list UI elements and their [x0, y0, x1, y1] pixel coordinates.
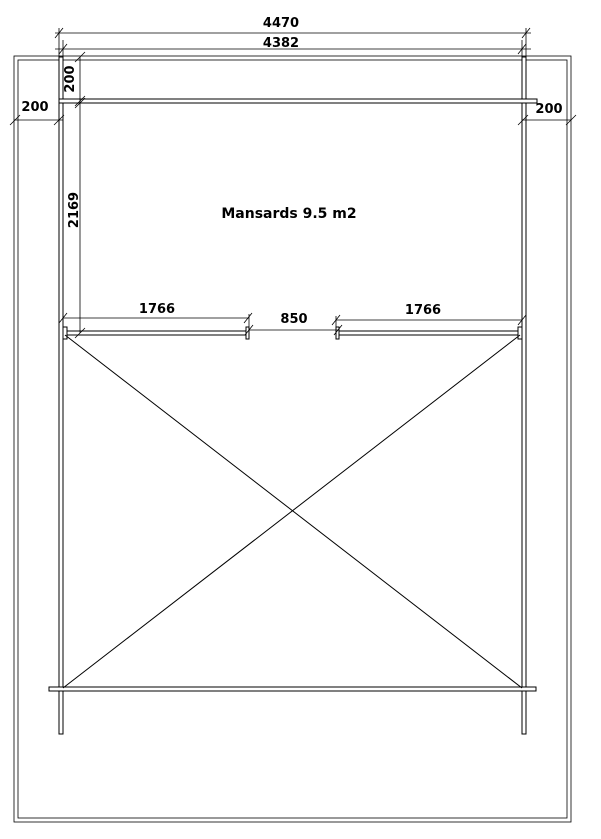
bottom-beam	[49, 687, 536, 691]
left-wall	[59, 57, 63, 734]
overall-width-label: 4470	[262, 16, 300, 31]
open-to-below-cross	[63, 335, 522, 688]
outer-frame	[14, 56, 571, 822]
dimension-right-segment	[332, 303, 526, 333]
top-beam	[59, 99, 537, 103]
dimension-opening	[245, 312, 342, 335]
top-offset-label: 200	[63, 65, 78, 93]
right-overhang-label: 200	[535, 102, 563, 117]
left-segment-label: 1766	[138, 302, 176, 317]
loft-depth-label: 2169	[67, 191, 82, 229]
middle-beam-right	[336, 327, 522, 339]
opening-label: 850	[280, 312, 308, 327]
dimension-loft-depth	[67, 98, 85, 338]
right-wall	[522, 57, 526, 734]
room-label: Mansards 9.5 m2	[221, 206, 357, 222]
right-segment-label: 1766	[404, 303, 442, 318]
left-overhang-label: 200	[21, 100, 49, 115]
dimension-inner-width	[55, 36, 531, 58]
dimension-left-segment	[59, 302, 252, 333]
inner-width-label: 4382	[262, 36, 300, 51]
middle-beam-left	[63, 327, 249, 339]
